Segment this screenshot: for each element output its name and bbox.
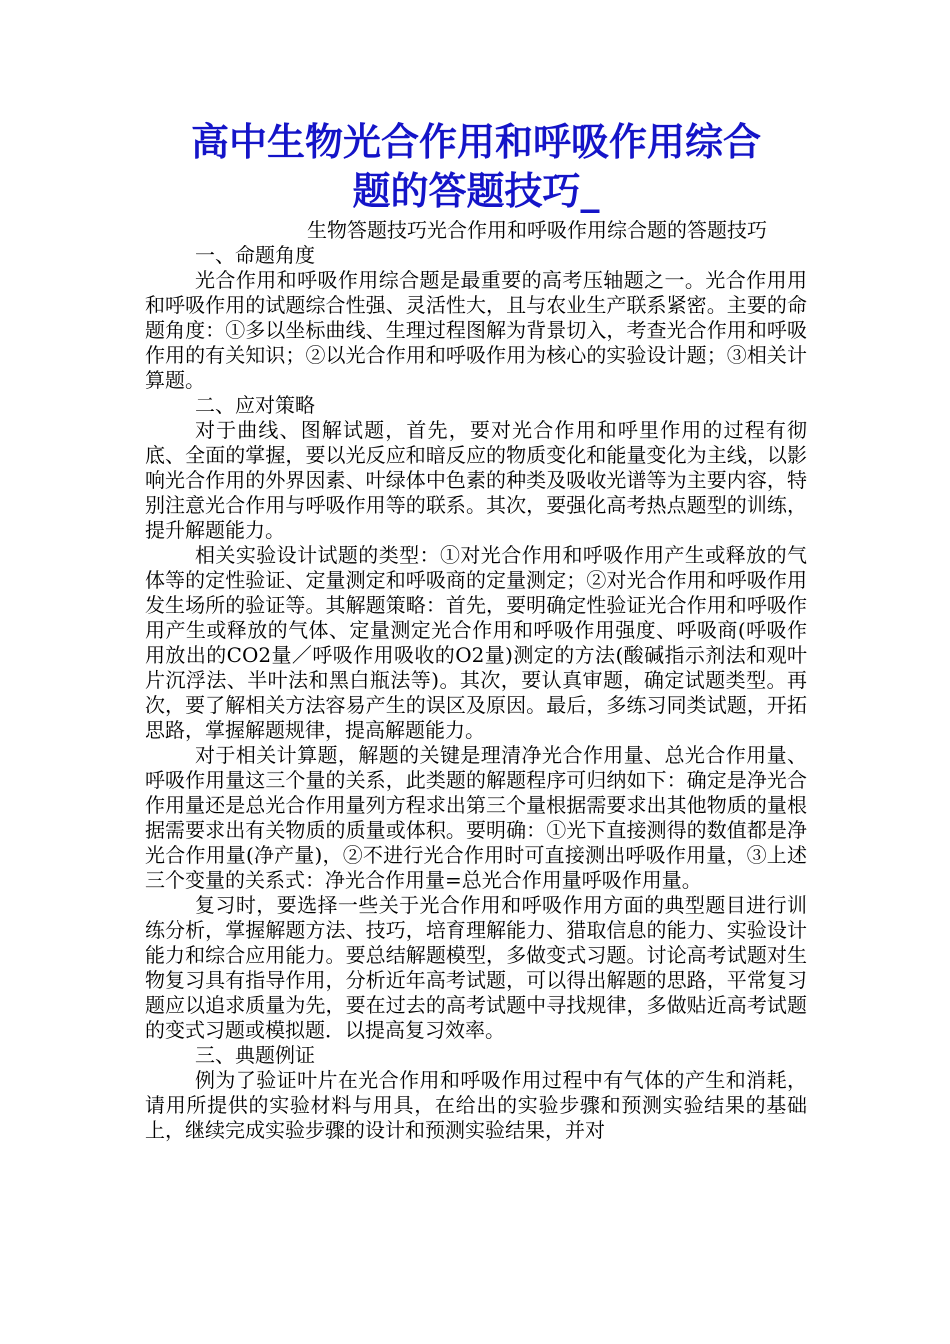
section-2 xyxy=(145,393,807,1043)
paragraph: 例为了验证叶片在光合作用和呼吸作用过程中有气体的产生和消耗，请用所提供的实验材料与用具，在给出的实验步骤和预测实验结果的基础上，继续完成实验步骤的设计和预测实验结果，并对 xyxy=(145,1068,807,1142)
paragraph: 对于相关计算题，解题的关键是理清净光合作用量、总光合作用量、呼吸作用量这三个量的关系，此类题的解题程序可归纳如下：确定是净光合作用量还是总光合作用量列方程求出第三个量根据需要求出其他物质的量根据需要求出有关物质的质量或体积。要明确：①光下直接测得的数值都是净光合作用量(净产量)，②不进行光合作用时可直接测出呼吸作用量，③上述三个变量的关系式：净光合作用量=总光合作用量呼吸作用量。 xyxy=(145,743,807,892)
paragraph: 对于曲线、图解试题，首先，要对光合作用和呼里作用的过程有彻底、全面的掌握，要以光反应和暗反应的物质变化和能量变化为主线，以影响光合作用的外界因素、叶绿体中色素的种类及吸收光谱等为主要内容，特别注意光合作用与呼吸作用等的联系。其次，要强化高考热点题型的训练，提升解题能力。 xyxy=(145,418,807,542)
section-heading: 一、命题角度 xyxy=(195,243,315,267)
section-heading: 三、典题例证 xyxy=(195,1043,315,1067)
section-heading: 二、应对策略 xyxy=(195,393,315,417)
section-3 xyxy=(145,1043,807,1143)
document-page xyxy=(145,118,807,1143)
document-subtitle: 生物答题技巧光合作用和呼吸作用综合题的答题技巧 xyxy=(307,218,767,242)
document-title xyxy=(145,118,807,216)
section-1 xyxy=(145,243,807,393)
paragraph: 复习时，要选择一些关于光合作用和呼吸作用方面的典型题目进行训练分析，掌握解题方法、技巧，培育理解能力、猎取信息的能力、实验设计能力和综合应用能力。要总结解题模型，多做变式习题。讨论高考试题对生物复习具有指导作用，分析近年高考试题，可以得出解题的思路，平常复习题应以追求质量为先，要在过去的高考试题中寻找规律，多做贴近高考试题的变式习题或模拟题．以提高复习效率。 xyxy=(145,893,807,1042)
paragraph: 光合作用和呼吸作用综合题是最重要的高考压轴题之一。光合作用用和呼吸作用的试题综合性强、灵活性大，且与农业生产联系紧密。主要的命题角度：①多以坐标曲线、生理过程图解为背景切入，考查光合作用和呼吸作用的有关知识；②以光合作用和呼吸作用为核心的实验设计题；③相关计算题。 xyxy=(145,268,807,392)
paragraph: 相关实验设计试题的类型：①对光合作用和呼吸作用产生或释放的气体等的定性验证、定量测定和呼吸商的定量测定；②对光合作用和呼吸作用发生场所的验证等。其解题策略：首先，要明确定性验证光合作用和呼吸作用产生或释放的气体、定量测定光合作用和呼吸作用强度、呼吸商(呼吸作用放出的CO2量／呼吸作用吸收的O2量)测定的方法(酸碱指示剂法和观叶片沉浮法、半叶法和黑白瓶法等)。其次，要认真审题，确定试题类型。再次，要了解相关方法容易产生的误区及原因。最后，多练习同类试题，开拓思路，掌握解题规律，提高解题能力。 xyxy=(145,543,807,742)
title-line-2: 题的答题技巧_ xyxy=(352,169,600,213)
title-line-1: 高中生物光合作用和呼吸作用综合 xyxy=(190,120,761,164)
